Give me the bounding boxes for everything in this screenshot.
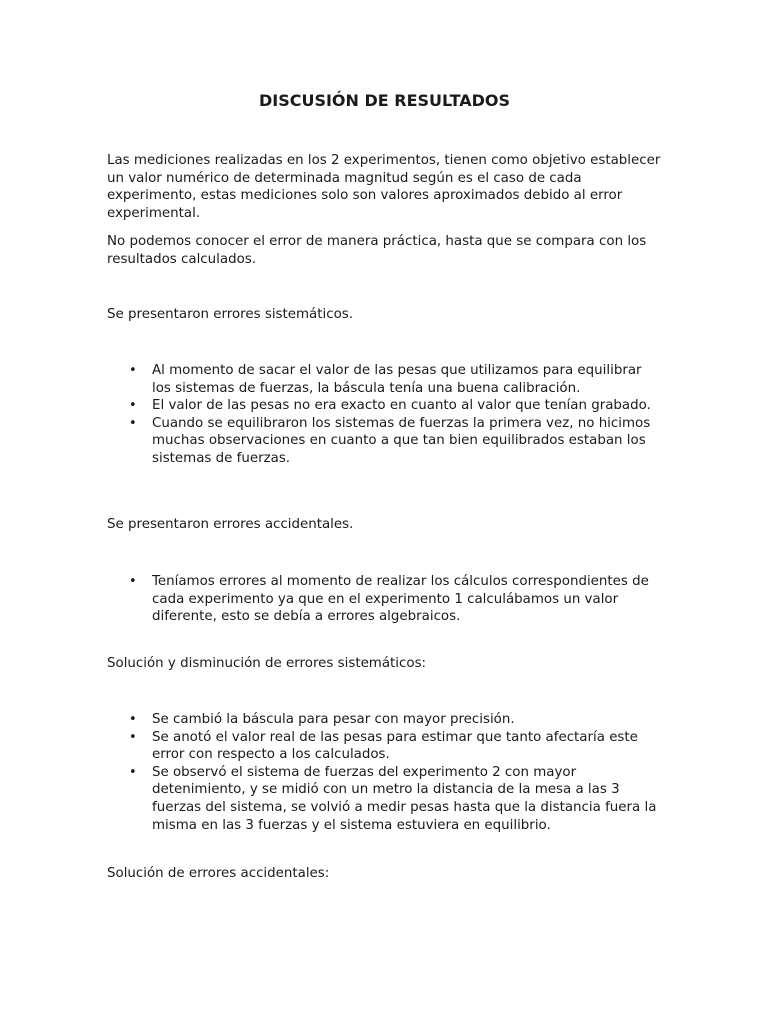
intro-paragraph-2: No podemos conocer el error de manera práctica, hasta que se compara con los resultados calculados. — [107, 234, 647, 267]
systematic-errors-heading: Se presentaron errores sistemáticos. — [107, 307, 354, 322]
bullet-icon: • — [129, 764, 137, 780]
bullet-icon: • — [129, 712, 137, 727]
systematic-errors-list — [107, 362, 662, 468]
accidental-errors-heading: Se presentaron errores accidentales. — [107, 517, 354, 532]
bullet-icon: • — [129, 398, 137, 414]
bullet-icon: • — [129, 574, 137, 589]
list-item-text: Se cambió la báscula para pesar con mayor precisión. — [152, 712, 515, 727]
list-item-text: Se observó el sistema de fuerzas del experimento 2 con mayor detenimiento, y se midió con un metro la distancia de la mesa a las 3 fuerzas del sistema, se volvió a medir pesas hasta que la distancia fuera la misma en las 3 fuerzas y el sistema estuviera en equilibrio. — [152, 764, 657, 833]
systematic-solution-list — [107, 711, 662, 834]
accidental-solution-heading: Solución de errores accidentales: — [107, 866, 330, 881]
systematic-solution-heading: Solución y disminución de errores sistemáticos: — [107, 656, 427, 671]
list-item-text: Teníamos errores al momento de realizar los cálculos correspondientes de cada experimento ya que en el experimento 1 calculábamos un valor diferente, esto se debía a errores algebraicos. — [152, 574, 649, 625]
list-item — [107, 573, 662, 626]
page-title: DISCUSIÓN DE RESULTADOS — [258, 91, 511, 110]
list-item — [107, 415, 662, 468]
list-item — [107, 362, 662, 397]
list-item — [107, 711, 662, 729]
list-item-text: El valor de las pesas no era exacto en cuanto al valor que tenían grabado. — [152, 398, 651, 414]
list-item-text: Cuando se equilibraron los sistemas de fuerzas la primera vez, no hicimos muchas observaciones en cuanto a que tan bien equilibrados estaban los sistemas de fuerzas. — [152, 415, 651, 466]
accidental-errors-list — [107, 573, 662, 626]
bullet-icon: • — [129, 415, 137, 431]
intro-paragraph-1: Las mediciones realizadas en los 2 experimentos, tienen como objetivo establecer un valor numérico de determinada magnitud según es el caso de cada experimento, estas mediciones solo son valores aproximados debido al error experimental. — [107, 153, 661, 221]
list-item-text: Al momento de sacar el valor de las pesas que utilizamos para equilibrar los sistemas de fuerzas, la báscula tenía una buena calibración. — [152, 363, 642, 396]
bullet-icon: • — [129, 363, 137, 378]
list-item — [107, 397, 662, 415]
list-item — [107, 729, 662, 764]
list-item-text: Se anotó el valor real de las pesas para estimar que tanto afectaría este error con respecto a los calculados. — [152, 729, 638, 763]
list-item — [107, 764, 662, 834]
bullet-icon: • — [129, 729, 137, 745]
